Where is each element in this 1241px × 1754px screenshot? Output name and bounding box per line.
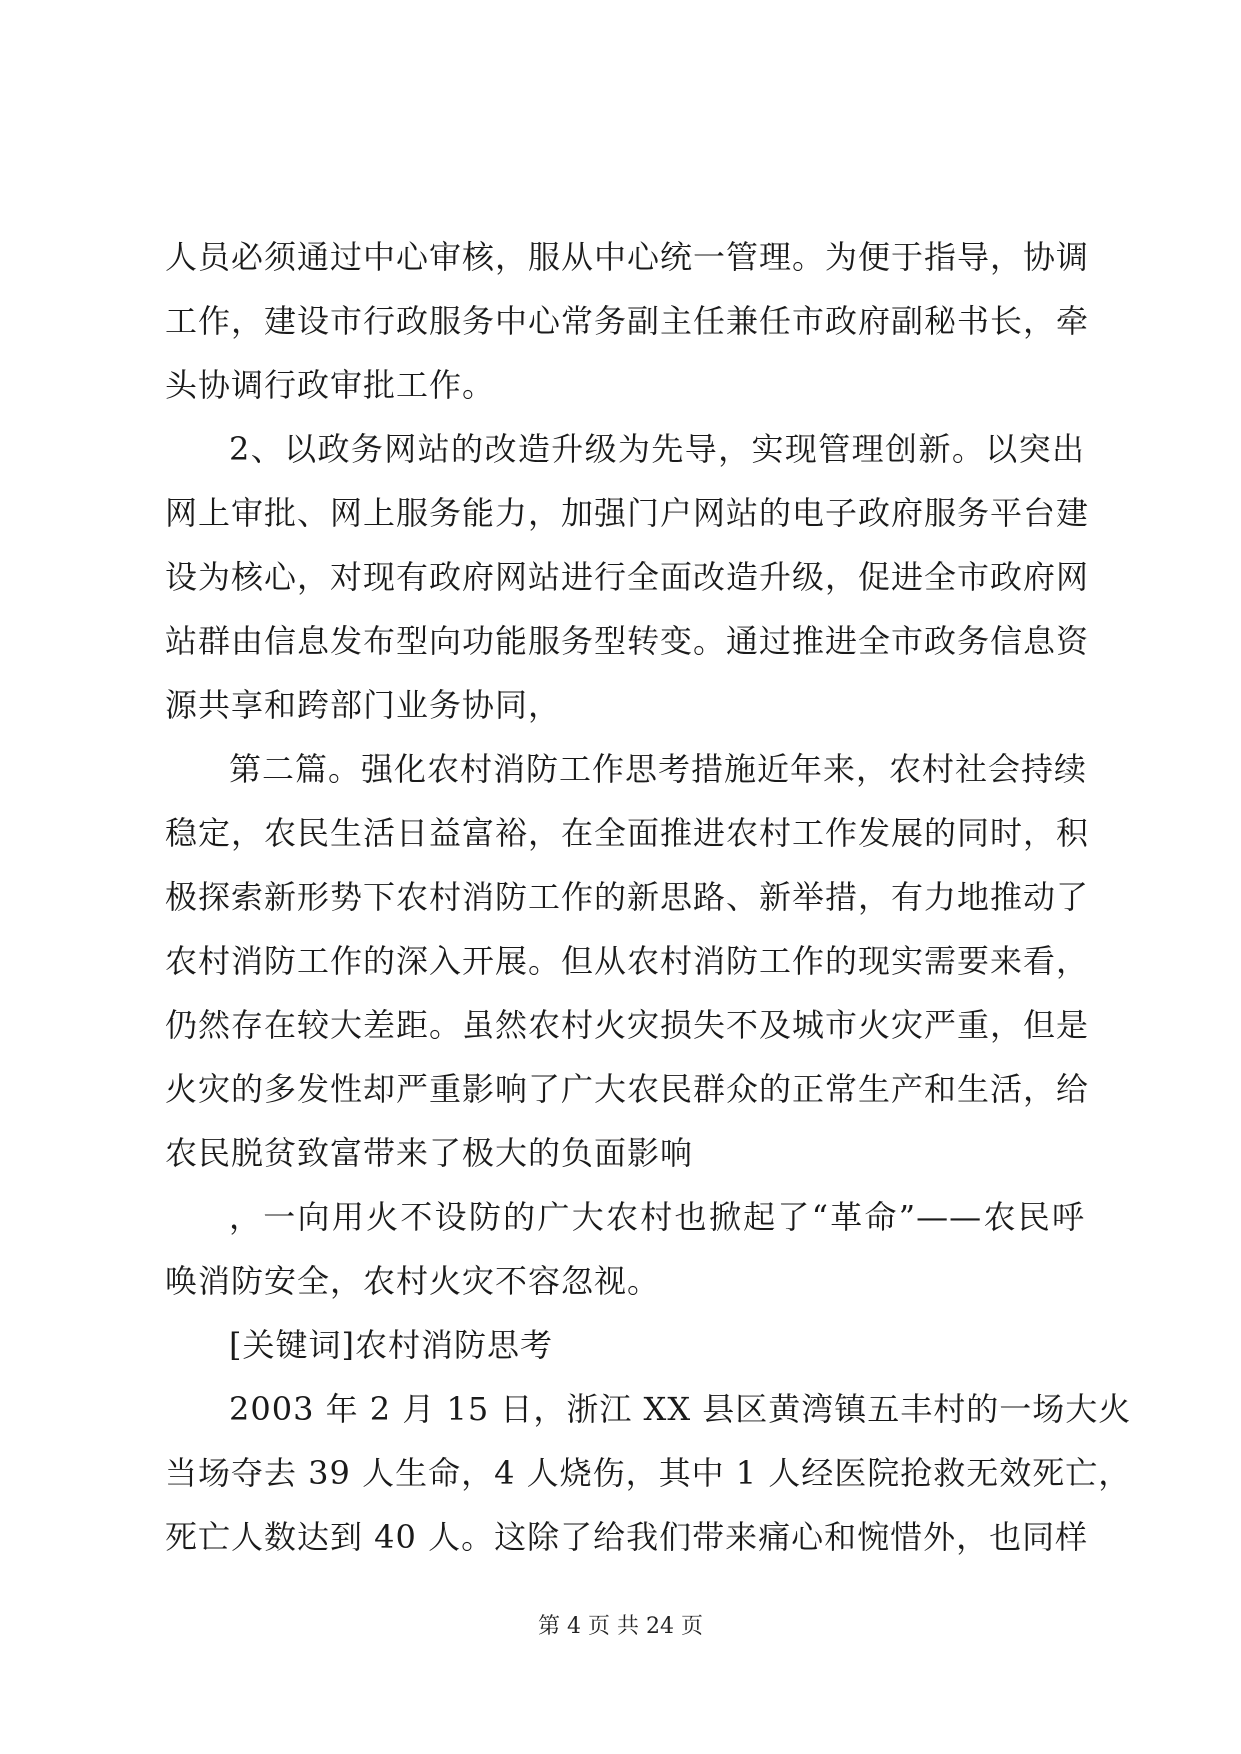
text-line: 人员必须通过中心审核，服从中心统一管理。为便于指导，协调 [165, 238, 1090, 276]
text-line: 第二篇。强化农村消防工作思考措施近年来，农村社会持续 [229, 750, 1088, 788]
text-line: 站群由信息发布型向功能服务型转变。通过推进全市政务信息资 [165, 622, 1090, 660]
text-line: 农村消防工作的深入开展。但从农村消防工作的现实需要来看， [165, 942, 1090, 980]
text-line: 网上审批、网上服务能力，加强门户网站的电子政府服务平台建 [165, 494, 1090, 532]
text-line: 唤消防安全，农村火灾不容忽视。 [165, 1262, 661, 1300]
text-line: 极探索新形势下农村消防工作的新思路、新举措，有力地推动了 [165, 878, 1090, 916]
keywords-line: [关键词]农村消防思考 [229, 1326, 553, 1364]
text-line: 2、以政务网站的改造升级为先导，实现管理创新。以突出 [229, 430, 1085, 468]
text-line: 当场夺去 39 人生命，4 人烧伤，其中 1 人经医院抢救无效死亡， [165, 1454, 1132, 1492]
page-footer: 第 4 页 共 24 页 [538, 1614, 703, 1639]
text-line: 火灾的多发性却严重影响了广大农民群众的正常生产和生活，给 [165, 1070, 1090, 1108]
text-line: 源共享和跨部门业务协同， [165, 686, 562, 724]
text-line: ，一向用火不设防的广大农村也掀起了“革命”——农民呼 [229, 1198, 1085, 1236]
text-line: 2003 年 2 月 15 日，浙江 XX 县区黄湾镇五丰村的一场大火 [229, 1390, 1132, 1428]
text-line: 农民脱贫致富带来了极大的负面影响 [165, 1134, 694, 1172]
text-line: 头协调行政审批工作。 [165, 366, 496, 404]
text-line: 工作，建设市行政服务中心常务副主任兼任市政府副秘书长，牵 [165, 302, 1090, 340]
text-line: 仍然存在较大差距。虽然农村火灾损失不及城市火灾严重，但是 [165, 1006, 1090, 1044]
text-line: 死亡人数达到 40 人。这除了给我们带来痛心和惋惜外，也同样 [165, 1518, 1089, 1556]
text-line: 稳定，农民生活日益富裕，在全面推进农村工作发展的同时，积 [165, 814, 1090, 852]
text-line: 设为核心，对现有政府网站进行全面改造升级，促进全市政府网 [165, 558, 1090, 596]
